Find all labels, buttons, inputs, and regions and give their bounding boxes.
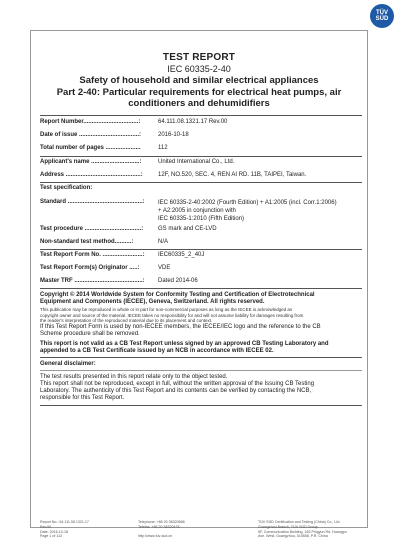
footer-report-info: Report No.: 64.111.08.1321.17 Rev.00 Date: 2016-10-18 Page 1 of 112 [40,520,89,539]
divider [40,156,362,157]
disclaimer-text: The test results presented in this report relate only to the object tested. This report shall not be reproduced, except in full, without the written approval of the Issuing CB Testing Laboratory. The authenticity of this Test Report and its contents can be verified by contacting the NCB, responsible for this Test Report. [40,374,315,401]
non-member-note: If this Test Report Form is used by non-IECEE members, the IECEE/IEC logo and the reference to the CB Scheme procedure shall be removed. [40,324,321,337]
report-part-title: Part 2-40: Particular requirements for electrical heat pumps, air conditioners and dehumidifiers [56,87,342,109]
divider [40,357,362,358]
copyright-fine-print: This publication may be reproduced in whole or in part for non-commercial purposes as long as the IECEE is acknowledged as copyright owner and source of the material. IECEE takes no responsibility for and will not assume liability for damages resulting from the reader's interpretation of the reproduced material due to its placement and context. [40,307,304,323]
footer-address: TÜV SÜD Certification and Testing (China) Co., Ltd. Guangzhou Branch, TÜV SÜD Group 5F, Communication Building, 163 Pingyun Rd. Huangpu Ave. West, Guangzhou, 510656, P.R. China [258,520,347,539]
divider [40,182,362,183]
divider [40,115,362,116]
divider [40,405,362,406]
divider [40,288,362,289]
report-title: TEST REPORT [162,52,236,63]
disclaimer-heading: General disclaimer: [40,361,96,367]
report-title-block [44,52,354,109]
divider [40,249,362,250]
report-standard: IEC 60335-2-40 [167,64,231,74]
copyright-notice: Copyright © 2014 Worldwide System for Conformity Testing and Certification of Electrotechnical Equipment and Components (IECEE), Geneva, Switzerland. All rights reserved. [40,292,315,305]
footer-contact: Telephone: +86 20 38320668 Telefax: +86 20 38320478 http://www.tuv-sud.cn [138,520,185,539]
tuv-logo: TÜV SÜD [370,4,394,28]
cb-validity-warning: This report is not valid as a CB Test Report unless signed by an approved CB Testing Laboratory and appended to a CB Test Certificate issued by an NCB in accordance with IECEE 02. [40,341,329,354]
report-subtitle: Safety of household and similar electrical appliances [79,75,319,86]
divider [40,370,362,371]
